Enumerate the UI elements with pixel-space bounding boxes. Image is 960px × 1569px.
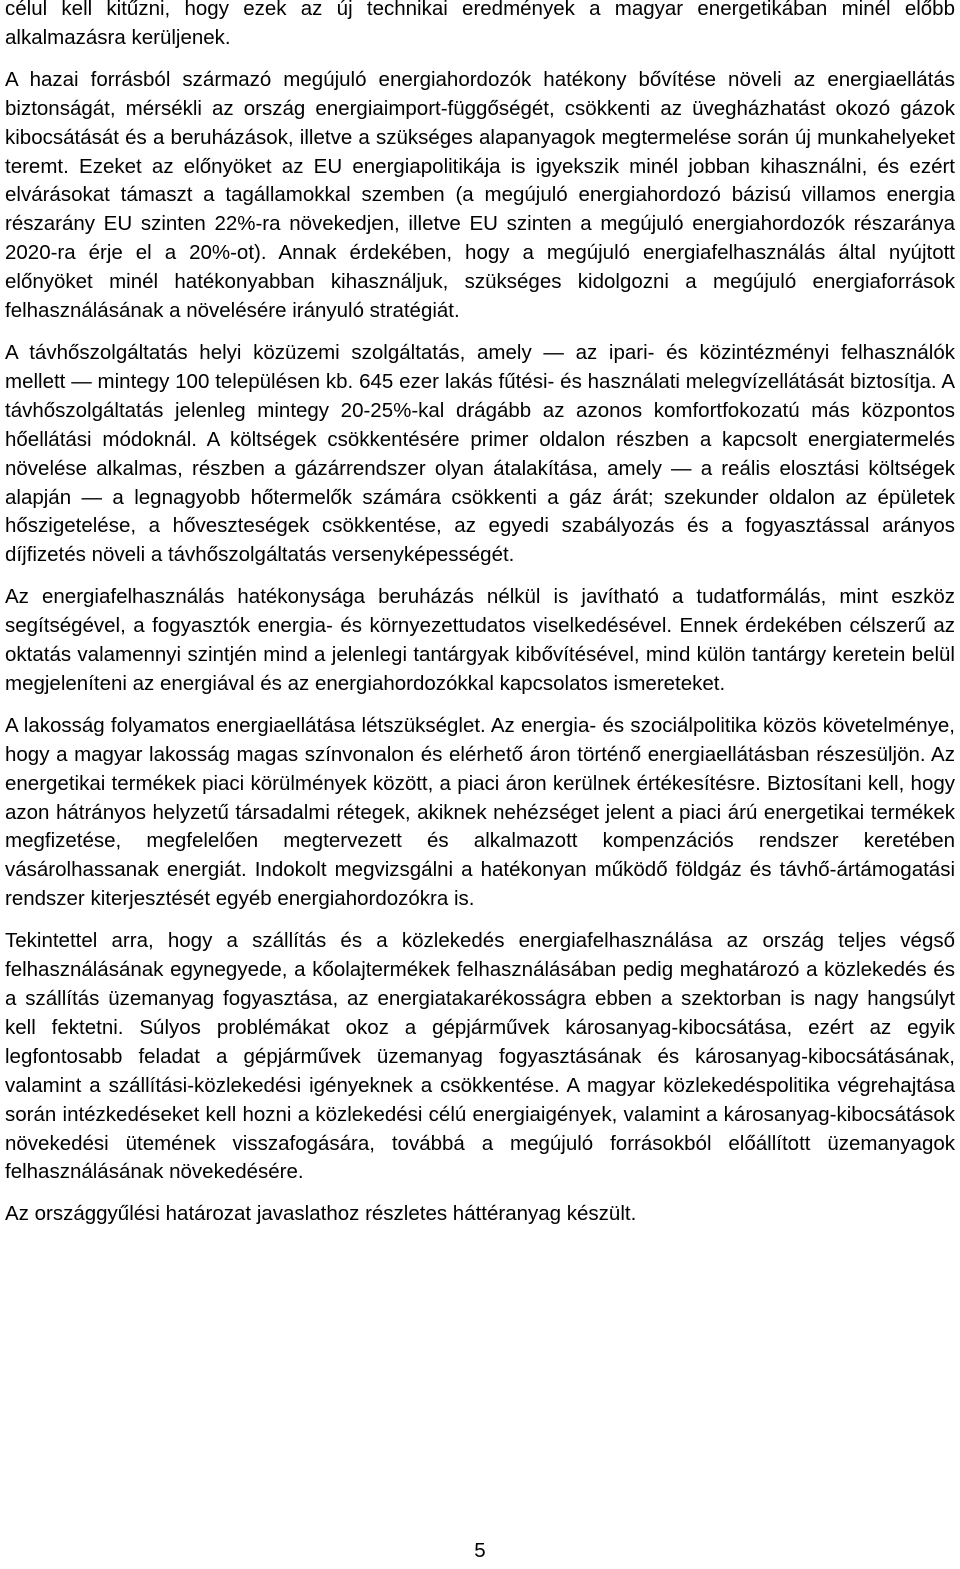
paragraph-continuation: célul kell kitűzni, hogy ezek az új technikai eredmények a magyar energetikában minél előbb alkalmazásra kerüljenek.	[5, 0, 955, 49]
document-body	[5, 0, 955, 1242]
paragraph-transport-energy: Tekintettel arra, hogy a szállítás és a közlekedés energiafelhasználása az ország teljes végső felhasználásának egynegyede, a kőolajtermékek felhasználásában pedig meghatározó a közlekedés és a szállítás üzemanyag fogyasztása, az energiatakarékosságra ebben a szektorban is nagy hangsúlyt kell fektetni. Súlyos problémákat okoz a gépjárművek károsanyag-kibocsátása, ezért az egyik legfontosabb feladat a gépjárművek üzemanyag fogyasztásának és károsanyag-kibocsátásának, valamint a szállítási-közlekedési igényeknek a csökkentése. A magyar közlekedéspolitika végrehajtása során intézkedéseket kell hozni a közlekedési célú energiaigények, valamint a károsanyag-kibocsátások növekedési ütemének visszafogására, továbbá a megújuló forrásokból előállított üzemanyagok felhasználásának növekedésére.	[5, 929, 955, 1184]
page-number: 5	[474, 1539, 486, 1562]
paragraph-closing-note: Az országgyűlési határozat javaslathoz részletes háttéranyag készült.	[5, 1202, 637, 1226]
paragraph-residential-energy-supply: A lakosság folyamatos energiaellátása létszükséglet. Az energia- és szociálpolitika közös követelménye, hogy a magyar lakosság magas színvonalon és elérhető áron történő energiaellátásban részesüljön. Az energetikai termékek piaci körülmények között, a piaci áron kerülnek értékesítésre. Biztosítani kell, hogy azon hátrányos helyzetű társadalmi rétegek, akiknek nehézséget jelent a piaci árú energetikai termékek megfizetése, megfelelően megtervezett és alkalmazott kompenzációs rendszer keretében vásárolhassanak energiát. Indokolt megvizsgálni a hatékonyan működő földgáz és távhő-ártámogatási rendszer kiterjesztését egyéb energiahordozókra is.	[5, 713, 955, 911]
paragraph-energy-efficiency-education: Az energiafelhasználás hatékonysága beruházás nélkül is javítható a tudatformálás, mint eszköz segítségével, a fogyasztók energia- és környezettudatos viselkedésével. Ennek érdekében célszerű az oktatás valamennyi szintjén mind a jelenlegi tantárgyak kibővítésével, mind külön tantárgy keretein belül megjeleníteni az energiával és az energiahordozókkal kapcsolatos ismereteket.	[5, 585, 955, 695]
paragraph-district-heating: A távhőszolgáltatás helyi közüzemi szolgáltatás, amely — az ipari- és közintézményi felhasználók mellett — mintegy 100 településen kb. 645 ezer lakás fűtési- és használati melegvízellátását biztosítja. A távhőszolgáltatás jelenleg mintegy 20-25%-kal drágább az azonos komfortfokozatú más központos hőellátási módoknál. A költségek csökkentésére primer oldalon részben a kapcsolt energiatermelés növelése alkalmas, részben a gázárrendszer olyan átalakítása, amely — a reális elosztási költségek alapján — a legnagyobb hőtermelők számára csökkenti a gáz árát; szekunder oldalon az épületek hőszigetelése, a hőveszteségek csökkentése, az egyedi szabályozás és a fogyasztással arányos díjfizetés növeli a távhőszolgáltatás versenyképességét.	[5, 340, 955, 567]
paragraph-renewable-energy: A hazai forrásból származó megújuló energiahordozók hatékony bővítése növeli az energiaellátás biztonságát, mérsékli az ország energiaimport-függőségét, csökkenti az üvegházhatást okozó gázok kibocsátását és a beruházások, illetve a szükséges alapanyagok megtermelése során új munkahelyeket teremt. Ezeket az előnyöket az EU energiapolitikája is igyekszik minél jobban kihasználni, és ezért elvárásokat támaszt a tagállamokkal szemben (a megújuló energiahordozó bázisú villamos energia részarány EU szinten 22%-ra növekedjen, illetve EU szinten a megújuló energiahordozók részaránya 2020-ra érje el a 20%-ot). Annak érdekében, hogy a megújuló energiafelhasználás által nyújtott előnyöket minél hatékonyabban kihasználjuk, szükséges kidolgozni a megújuló energiaforrások felhasználásának a növelésére irányuló stratégiát.	[5, 67, 955, 323]
